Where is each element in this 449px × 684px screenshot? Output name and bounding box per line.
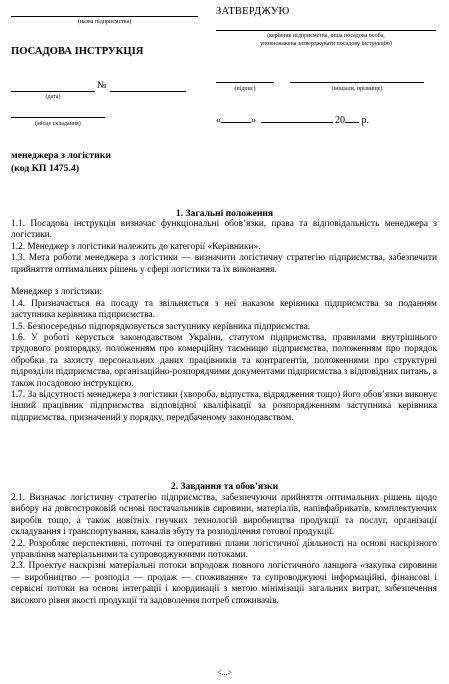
approver-line — [216, 30, 436, 31]
approval-date — [216, 114, 369, 126]
year-suffix: р. — [361, 115, 369, 126]
place-line — [11, 117, 105, 118]
date-caption: (дата) — [45, 94, 61, 100]
continuation-marker: <...> — [216, 668, 233, 677]
paragraph-2-3: 2.3. Проектує наскрізні матеріальні потоки впродовж повного логістичного ланцюга «закупка сировини — виробництво — розподіл — продаж — споживання» та супроводжуючі інформаційні, фінансові і сервісні потоки на основі інтеграції і координації з метою мінімізації загальних витрат, забезпечення високого рівня якості продукції та задоволення потреб споживачів. — [11, 561, 437, 606]
signature-caption: (підпис) — [234, 86, 256, 92]
paragraph-2-2: 2.2. Розробляє перспективні, поточні та оперативні плани логістичної діяльності на основі наскрізного управління матеріальними та супроводжуючими потоками. — [11, 538, 437, 561]
paragraph-1-1: 1.1. Посадова інструкція визначає функціональні обов’язки, права та відповідальність менеджера з логістики. — [11, 219, 437, 241]
blank-paragraph — [11, 276, 437, 287]
signature-line — [216, 82, 274, 83]
section-2-title: 2. Завдання та обов’язки — [170, 481, 279, 492]
year-prefix: 20 — [335, 115, 345, 126]
paragraph-1-2: 1.2. Менеджер з логістики належить до категорії «Керівники». — [11, 241, 261, 252]
name-caption: (ініціали, прізвище) — [331, 86, 383, 92]
paragraph-1-7: 1.7. За відсутності менеджера з логістики (хвороба, відпустка, відрядження тощо) його обов’язки виконує інший працівник підприємства відповідної кваліфікації за розпорядженням заступника керівника підприємства, призначений у порядку, передбаченому законодавством. — [11, 390, 437, 423]
paragraph-1-5: 1.5. Безпосередньо підпорядковується заступнику керівника підприємства. — [11, 321, 311, 332]
org-name-line — [11, 16, 198, 17]
date-quote-close: » — [251, 115, 256, 126]
doc-title: ПОСАДОВА ІНСТРУКЦІЯ — [11, 46, 144, 57]
approve-title: ЗАТВЕРДЖУЮ — [216, 6, 290, 17]
section-2-body — [11, 493, 437, 607]
approver-caption-2: уповноважена затверджувати посадову інструкцію) — [260, 41, 392, 47]
section-1-body — [11, 219, 437, 424]
number-line — [110, 91, 186, 92]
date-quote-open: « — [216, 115, 221, 126]
month-blank — [261, 114, 333, 123]
approver-caption-1: (керівник підприємства, інша посадова особа, — [267, 33, 385, 39]
date-line — [11, 91, 95, 92]
place-caption: (місце складання) — [35, 121, 81, 127]
section-1-title: 1. Загальні положення — [175, 208, 274, 219]
number-sign: № — [97, 80, 107, 91]
name-line — [290, 82, 424, 83]
paragraph-2-1: 2.1. Визначає логістичну стратегію підприємства, забезпечуючи прийняття оптимальних рішень щодо вибору на довгостроковій основі постачальників сировини, матеріалів, напівфабрикатів, комплектуючих виробів тощо, а також новітніх гнучких технологій виробництва продукції та послуг, організації складування і транспортування, каналів збуту та розподілення готової продукції. — [11, 493, 437, 538]
position-code: (код КП 1475.4) — [11, 163, 80, 174]
paragraph-1-6: 1.6. У роботі керується законодавством України, статутом підприємства, правилами внутрішнього трудового розпорядку, положенням про комерційну таємницю підприємства, положенням про порядок обробки та захисту персональних даних працівників та контрагентів, положеннями про структурні підрозділи підприємства, організаційно-розпорядчими документами підприємства з відповідних питань, а також посадовою інструкцією. — [11, 333, 437, 389]
position-title: менеджера з логістики — [11, 150, 112, 161]
paragraph-intro: Менеджер з логістики: — [11, 287, 103, 298]
day-blank — [221, 114, 251, 123]
paragraph-1-3: 1.3. Мета роботи менеджера з логістики — визначити логістичну стратегію підприємства, забезпечити прийняття оптимальних рішень у сфері логістики та їх виконання. — [11, 253, 437, 275]
org-caption: (назва підприємства) — [77, 19, 132, 25]
paragraph-1-4: 1.4. Призначається на посаду та звільняється з неї наказом керівника підприємства за поданням заступника керівника підприємства. — [11, 298, 437, 321]
year-blank — [345, 114, 359, 123]
